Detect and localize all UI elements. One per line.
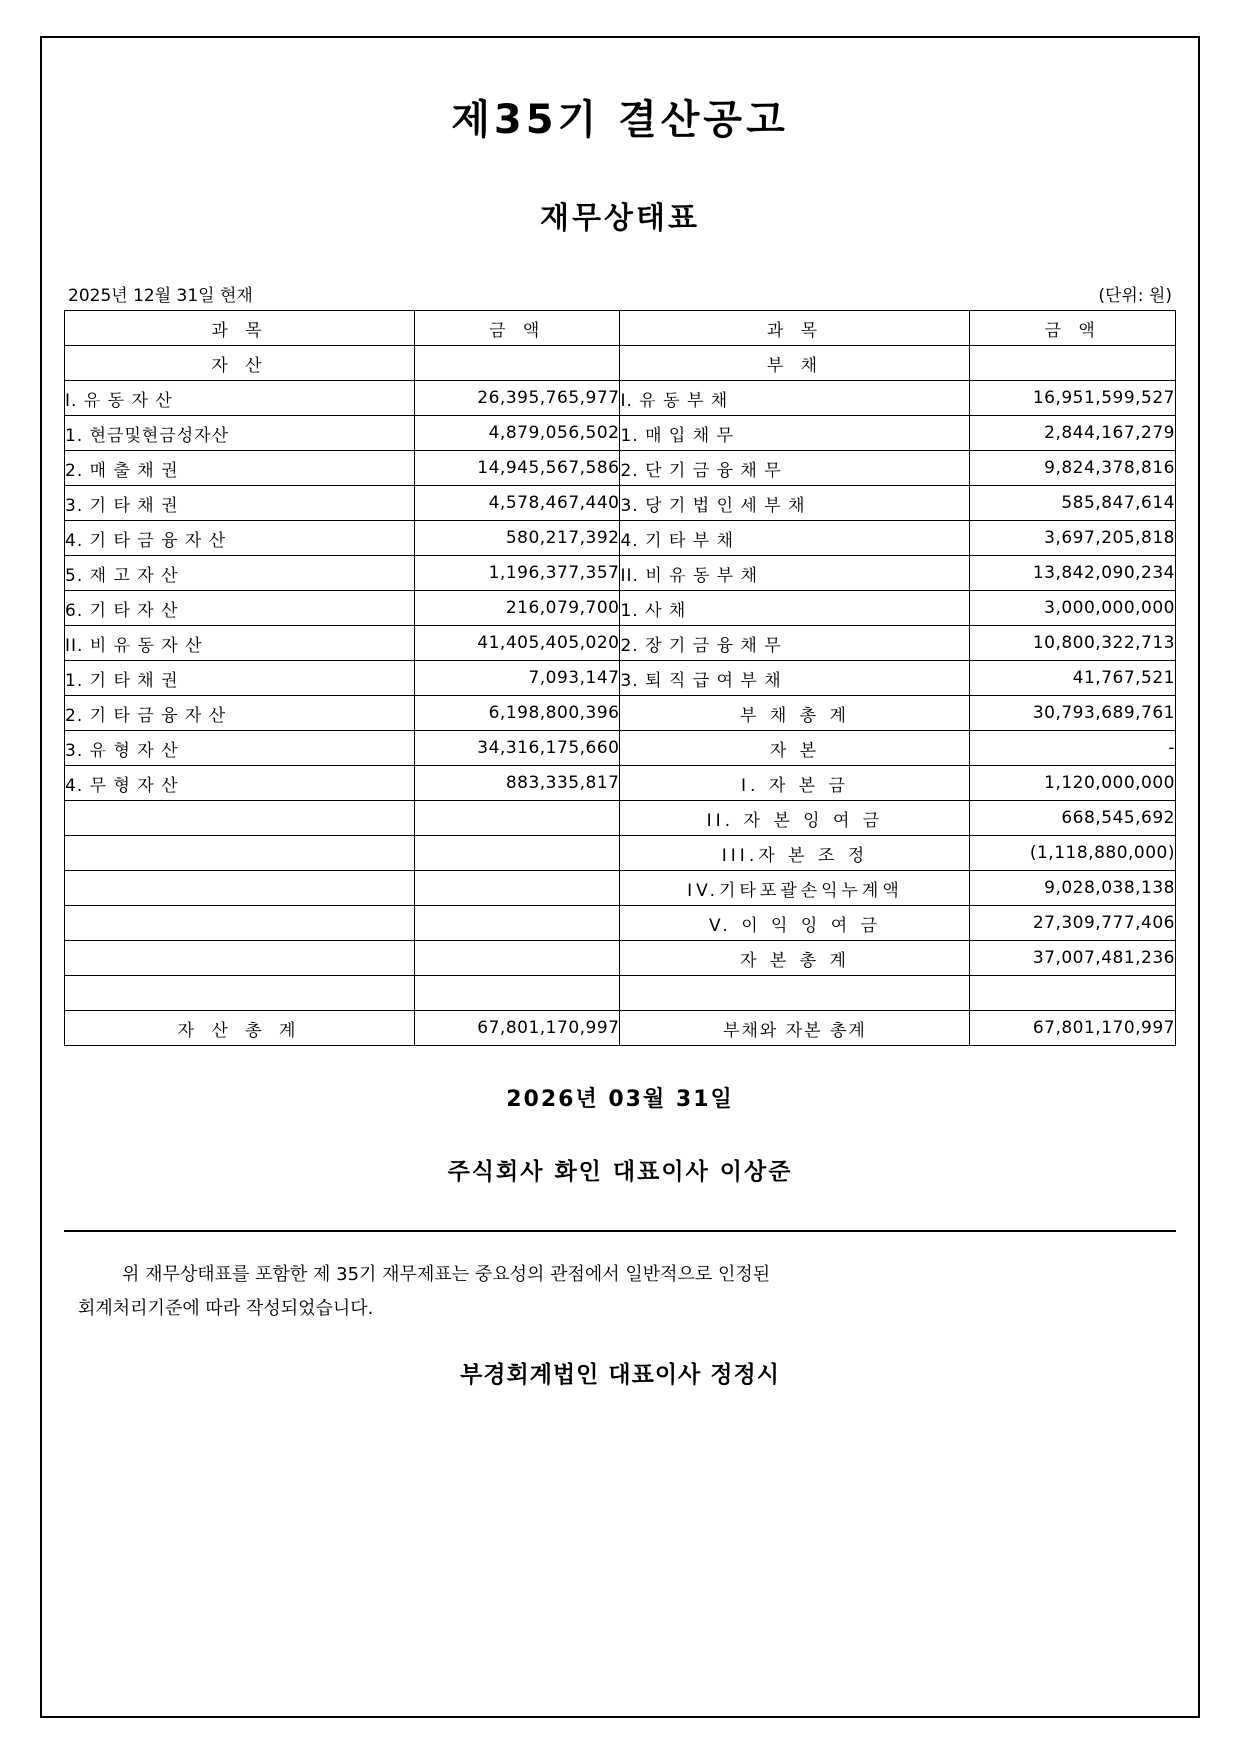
amount-right: 585,847,614 bbox=[970, 486, 1176, 521]
amount-left bbox=[414, 906, 620, 941]
signature-date: 2026년 03월 31일 bbox=[506, 1087, 734, 1112]
account-label-left: II. 비 유 동 자 산 bbox=[65, 626, 415, 661]
header-amount-right: 금 액 bbox=[970, 311, 1176, 346]
account-label-right: 자 본 총 계 bbox=[620, 941, 970, 976]
account-label-right: 부 채 총 계 bbox=[620, 696, 970, 731]
header-account-right: 과 목 bbox=[620, 311, 970, 346]
statement-title: 재무상태표 bbox=[540, 201, 700, 236]
amount-right: 9,824,378,816 bbox=[970, 451, 1176, 486]
account-label-left: 4. 기 타 금 융 자 산 bbox=[65, 521, 415, 556]
amount-right: - bbox=[970, 731, 1176, 766]
table-row bbox=[65, 416, 1176, 451]
assets-section-title: 자 산 bbox=[65, 346, 415, 381]
amount-right: 37,007,481,236 bbox=[970, 941, 1176, 976]
section-title-row bbox=[65, 346, 1176, 381]
table-row bbox=[65, 521, 1176, 556]
balance-sheet-table bbox=[64, 310, 1176, 1046]
table-row bbox=[65, 451, 1176, 486]
total-assets-label: 자 산 총 계 bbox=[65, 1011, 415, 1046]
amount-right: 30,793,689,761 bbox=[970, 696, 1176, 731]
table-total-row bbox=[65, 1011, 1176, 1046]
account-label-right: II. 비 유 동 부 채 bbox=[620, 556, 970, 591]
amount-left: 34,316,175,660 bbox=[414, 731, 620, 766]
header-amount-left: 금 액 bbox=[414, 311, 620, 346]
account-label-right: III.자 본 조 정 bbox=[620, 836, 970, 871]
amount-left: 4,879,056,502 bbox=[414, 416, 620, 451]
meta-row bbox=[64, 281, 1176, 310]
audit-note bbox=[64, 1258, 1176, 1326]
amount-left: 1,196,377,357 bbox=[414, 556, 620, 591]
account-label-left bbox=[65, 836, 415, 871]
total-liab-equity-amount: 67,801,170,997 bbox=[970, 1011, 1176, 1046]
table-row bbox=[65, 696, 1176, 731]
table-row bbox=[65, 766, 1176, 801]
total-liab-equity-label: 부채와 자본 총계 bbox=[620, 1011, 970, 1046]
account-label-left bbox=[65, 801, 415, 836]
table-row bbox=[65, 941, 1176, 976]
amount-right: 668,545,692 bbox=[970, 801, 1176, 836]
account-label-right: V. 이 익 잉 여 금 bbox=[620, 906, 970, 941]
liabilities-section-blank bbox=[970, 346, 1176, 381]
table-header-row bbox=[65, 311, 1176, 346]
table-row bbox=[65, 976, 1176, 1011]
amount-right: 10,800,322,713 bbox=[970, 626, 1176, 661]
amount-left: 4,578,467,440 bbox=[414, 486, 620, 521]
table-row bbox=[65, 626, 1176, 661]
audit-note-line1: 위 재무상태표를 포함한 제 35기 재무제표는 중요성의 관점에서 일반적으로 인정된 bbox=[122, 1264, 771, 1285]
table-row bbox=[65, 591, 1176, 626]
table-body bbox=[65, 346, 1176, 1011]
table-row bbox=[65, 836, 1176, 871]
account-label-right: 1. 매 입 채 무 bbox=[620, 416, 970, 451]
amount-right: 13,842,090,234 bbox=[970, 556, 1176, 591]
document-frame bbox=[40, 36, 1200, 1718]
account-label-left bbox=[65, 976, 415, 1011]
table-row bbox=[65, 556, 1176, 591]
amount-right: 41,767,521 bbox=[970, 661, 1176, 696]
total-assets-amount: 67,801,170,997 bbox=[414, 1011, 620, 1046]
header-account-left: 과 목 bbox=[65, 311, 415, 346]
amount-right: 1,120,000,000 bbox=[970, 766, 1176, 801]
account-label-left: 3. 유 형 자 산 bbox=[65, 731, 415, 766]
amount-left: 580,217,392 bbox=[414, 521, 620, 556]
company-representative: 주식회사 화인 대표이사 이상준 bbox=[447, 1159, 793, 1185]
account-label-right: I. 유 동 부 채 bbox=[620, 381, 970, 416]
amount-left bbox=[414, 871, 620, 906]
assets-section-blank bbox=[414, 346, 620, 381]
account-label-left: 2. 기 타 금 융 자 산 bbox=[65, 696, 415, 731]
amount-left: 41,405,405,020 bbox=[414, 626, 620, 661]
account-label-left: 1. 기 타 채 권 bbox=[65, 661, 415, 696]
table-row bbox=[65, 906, 1176, 941]
account-label-right: 2. 단 기 금 융 채 무 bbox=[620, 451, 970, 486]
account-label-right: I. 자 본 금 bbox=[620, 766, 970, 801]
amount-right: (1,118,880,000) bbox=[970, 836, 1176, 871]
page-title: 제35기 결산공고 bbox=[451, 97, 789, 143]
table-row bbox=[65, 871, 1176, 906]
footer-divider bbox=[64, 1230, 1176, 1232]
account-label-right: 4. 기 타 부 채 bbox=[620, 521, 970, 556]
table-row bbox=[65, 486, 1176, 521]
as-of-date: 2025년 12월 31일 현재 bbox=[68, 286, 253, 306]
amount-right: 3,697,205,818 bbox=[970, 521, 1176, 556]
account-label-right: IV.기타포괄손익누계액 bbox=[620, 871, 970, 906]
account-label-right: 3. 퇴 직 급 여 부 채 bbox=[620, 661, 970, 696]
account-label-left: 4. 무 형 자 산 bbox=[65, 766, 415, 801]
amount-left bbox=[414, 941, 620, 976]
bottom-spacer bbox=[64, 1389, 1176, 1716]
account-label-left: 5. 재 고 자 산 bbox=[65, 556, 415, 591]
table-row bbox=[65, 661, 1176, 696]
liabilities-section-title: 부 채 bbox=[620, 346, 970, 381]
account-label-left: 2. 매 출 채 권 bbox=[65, 451, 415, 486]
amount-left bbox=[414, 976, 620, 1011]
account-label-left: 3. 기 타 채 권 bbox=[65, 486, 415, 521]
table-row bbox=[65, 801, 1176, 836]
unit-note: (단위: 원) bbox=[1098, 286, 1172, 306]
amount-left: 6,198,800,396 bbox=[414, 696, 620, 731]
audit-note-line2: 회계처리기준에 따라 작성되었습니다. bbox=[78, 1298, 374, 1320]
account-label-left: 6. 기 타 자 산 bbox=[65, 591, 415, 626]
amount-right: 9,028,038,138 bbox=[970, 871, 1176, 906]
account-label-left bbox=[65, 906, 415, 941]
account-label-right bbox=[620, 976, 970, 1011]
amount-right: 2,844,167,279 bbox=[970, 416, 1176, 451]
table-row bbox=[65, 731, 1176, 766]
auditor-representative: 부경회계법인 대표이사 정정시 bbox=[460, 1362, 780, 1389]
amount-left: 14,945,567,586 bbox=[414, 451, 620, 486]
amount-right: 3,000,000,000 bbox=[970, 591, 1176, 626]
account-label-right: 1. 사 채 bbox=[620, 591, 970, 626]
amount-left bbox=[414, 801, 620, 836]
amount-right bbox=[970, 976, 1176, 1011]
amount-right: 27,309,777,406 bbox=[970, 906, 1176, 941]
account-label-right: 자 본 bbox=[620, 731, 970, 766]
account-label-left: I. 유 동 자 산 bbox=[65, 381, 415, 416]
account-label-right: II. 자 본 잉 여 금 bbox=[620, 801, 970, 836]
table-row bbox=[65, 381, 1176, 416]
amount-left: 7,093,147 bbox=[414, 661, 620, 696]
account-label-left bbox=[65, 941, 415, 976]
amount-left bbox=[414, 836, 620, 871]
amount-left: 883,335,817 bbox=[414, 766, 620, 801]
account-label-left: 1. 현금및현금성자산 bbox=[65, 416, 415, 451]
amount-left: 216,079,700 bbox=[414, 591, 620, 626]
account-label-left bbox=[65, 871, 415, 906]
amount-right: 16,951,599,527 bbox=[970, 381, 1176, 416]
account-label-right: 2. 장 기 금 융 채 무 bbox=[620, 626, 970, 661]
amount-left: 26,395,765,977 bbox=[414, 381, 620, 416]
account-label-right: 3. 당 기 법 인 세 부 채 bbox=[620, 486, 970, 521]
